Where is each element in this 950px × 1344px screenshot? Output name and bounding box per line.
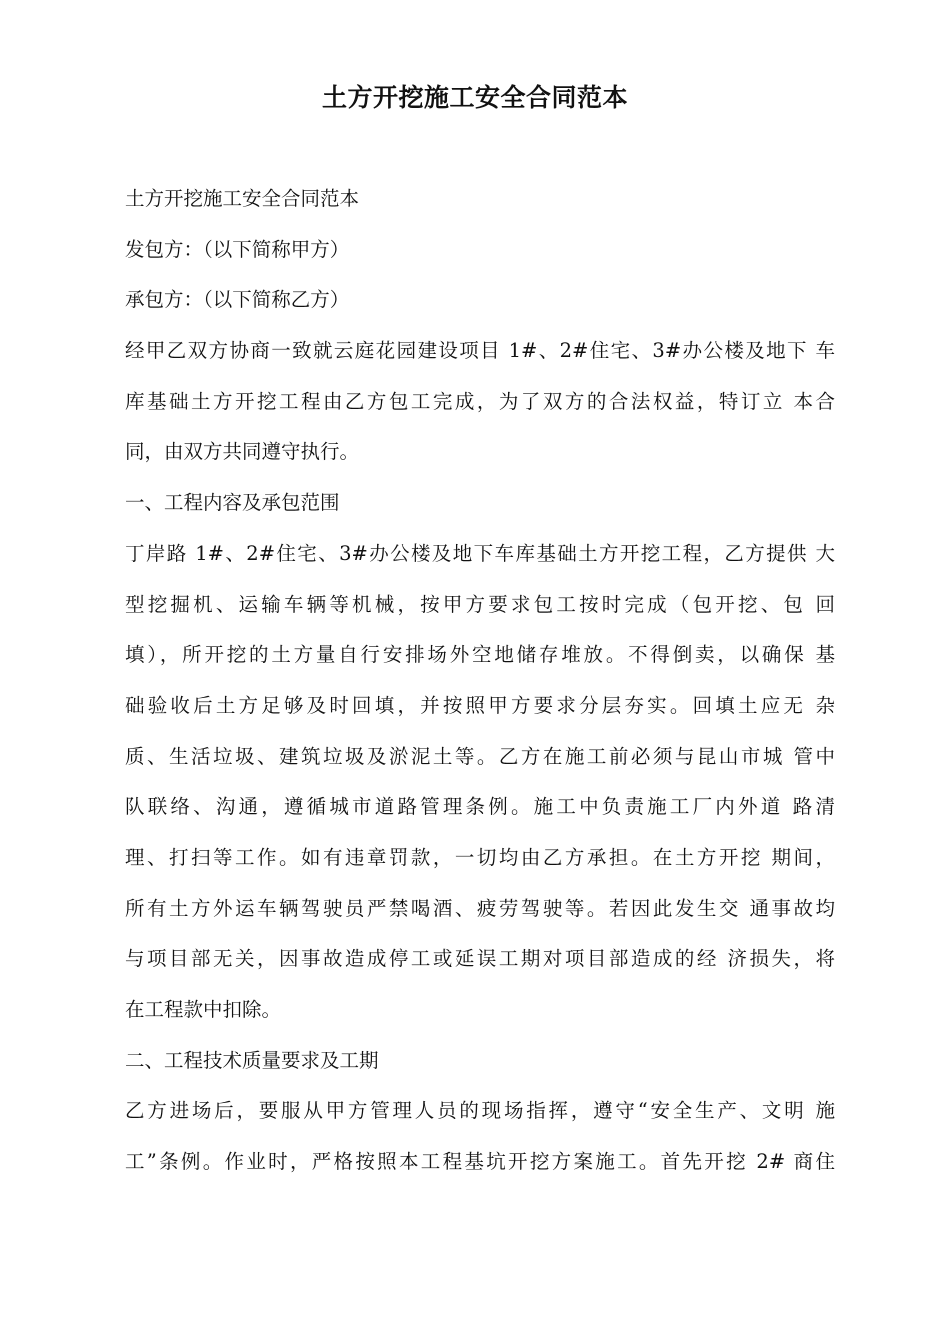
text-line: 在工程款中扣除。 [125,998,282,1021]
text-line: 础验收后土方足够及时回填，并按照甲方要求分层夯实。回填土应无 杂 [125,693,835,717]
text-line: 一、工程内容及承包范围 [125,491,340,515]
text-line: 所有土方外运车辆驾驶员严禁喝酒、疲劳驾驶等。若因此发生交 通事故均 [125,896,835,920]
text-line: 库基础土方开挖工程由乙方包工完成，为了双方的合法权益，特订立 本合 [125,389,835,413]
text-line: 土方开挖施工安全合同范本 [125,187,360,210]
text-line: 队联络、沟通，遵循城市道路管理条例。施工中负责施工厂内外道 路清 [125,795,835,819]
text-line: 发包方：（以下简称甲方） [125,237,350,261]
document-title: 土方开挖施工安全合同范本 [321,83,628,112]
text-line: 填），所开挖的土方量自行安排场外空地储存堆放。不得倒卖，以确保 基 [125,643,835,667]
text-line: 丁岸路 1#、2#住宅、3#办公楼及地下车库基础土方开挖工程，乙方提供 大 [125,541,835,565]
text-line: 型挖掘机、运输车辆等机械，按甲方要求包工按时完成（包开挖、包 回 [125,592,835,616]
text-line: 与项目部无关，因事故造成停工或延误工期对项目部造成的经 济损失，将 [125,947,835,971]
text-line: 二、工程技术质量要求及工期 [125,1048,379,1072]
text-line: 经甲乙双方协商一致就云庭花园建设项目 1#、2#住宅、3#办公楼及地下 车 [125,339,835,363]
document-body [125,174,835,1188]
text-line: 同，由双方共同遵守执行。 [125,440,360,464]
text-line: 质、生活垃圾、建筑垃圾及淤泥土等。乙方在施工前必须与昆山市城 管中 [125,744,835,768]
text-line: 工”条例。作业时，严格按照本工程基坑开挖方案施工。首先开挖 2# 商住 [125,1150,835,1174]
text-line: 乙方进场后，要服从甲方管理人员的现场指挥，遵守“安全生产、文明 施 [125,1099,835,1123]
text-line: 理、打扫等工作。如有违章罚款，一切均由乙方承担。在土方开挖 期间， [125,845,835,869]
text-line: 承包方：（以下简称乙方） [125,288,350,312]
